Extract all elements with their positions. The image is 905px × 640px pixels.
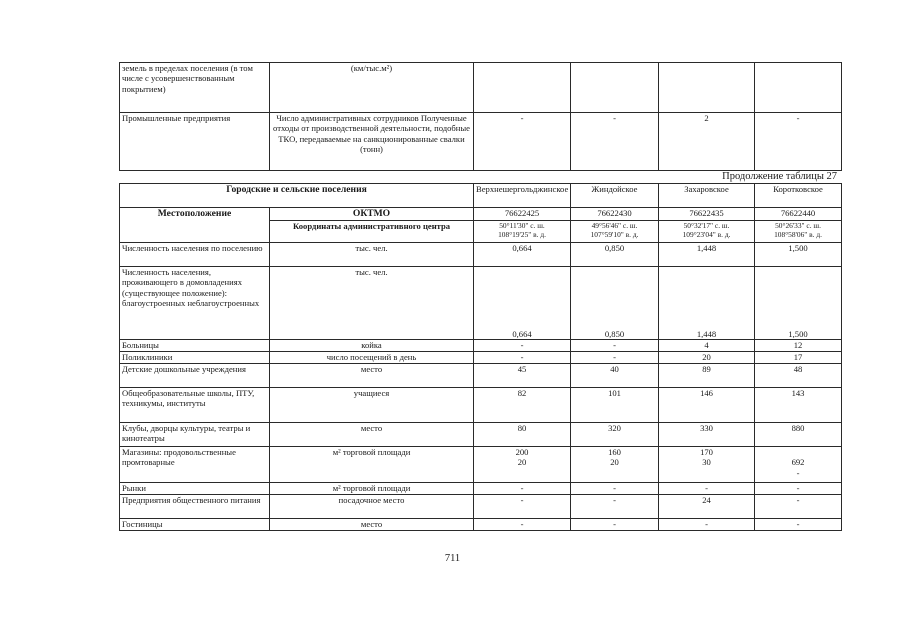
row-value: 143 <box>755 388 842 423</box>
row-value: - <box>571 340 659 352</box>
row-value: 17 <box>755 352 842 364</box>
oktmo-value: 76622435 <box>659 208 755 221</box>
group-header: Городские и сельские поселения <box>120 184 474 208</box>
row-value: - <box>474 340 571 352</box>
coords-header: Координаты административного центра <box>270 221 474 243</box>
row-value: - <box>474 113 571 171</box>
settlement-name: Жиндойское <box>571 184 659 208</box>
row-value <box>474 63 571 113</box>
table-row <box>120 267 842 340</box>
row-unit: число посещений в день <box>270 352 474 364</box>
row-value: 1,448 <box>659 243 755 267</box>
settlement-name: Захаровское <box>659 184 755 208</box>
table-row <box>120 340 842 352</box>
table-row <box>120 388 842 423</box>
row-name: Промышленные предприятия <box>120 113 270 171</box>
row-value <box>659 63 755 113</box>
row-unit: учащиеся <box>270 388 474 423</box>
row-value <box>571 63 659 113</box>
table-row <box>120 519 842 531</box>
header-row <box>120 184 842 208</box>
row-value: 20 <box>659 352 755 364</box>
row-value: - <box>755 483 842 495</box>
table-row <box>120 447 842 483</box>
row-name: Общеобразовательные школы, ПТУ, техникумы, институты <box>120 388 270 423</box>
row-value: - <box>474 495 571 519</box>
row-value: - <box>659 519 755 531</box>
row-name: Рынки <box>120 483 270 495</box>
page-number: 711 <box>444 553 461 564</box>
row-value: 1,500 <box>755 243 842 267</box>
row-name: Клубы, дворцы культуры, театры и кинотеатры <box>120 423 270 447</box>
row-value: 40 <box>571 364 659 388</box>
row-name: Численность населения по поселению <box>120 243 270 267</box>
table-row <box>120 483 842 495</box>
row-name: Поликлиники <box>120 352 270 364</box>
row-value: 12 <box>755 340 842 352</box>
table-row <box>120 495 842 519</box>
row-value: 4 <box>659 340 755 352</box>
table-row <box>120 113 842 171</box>
settlement-name: Коротковское <box>755 184 842 208</box>
row-unit: место <box>270 519 474 531</box>
oktmo-value: 76622440 <box>755 208 842 221</box>
row-value: - <box>755 519 842 531</box>
settlement-name: Верхнешергольджинское <box>474 184 571 208</box>
table-caption: Продолжение таблицы 27 <box>722 171 837 182</box>
row-value: - <box>571 495 659 519</box>
row-value: - <box>755 495 842 519</box>
oktmo-value: 76622430 <box>571 208 659 221</box>
row-unit: место <box>270 423 474 447</box>
row-value: 89 <box>659 364 755 388</box>
row-value: 48 <box>755 364 842 388</box>
row-unit: м² торговой площади <box>270 447 474 483</box>
oktmo-row <box>120 208 842 221</box>
row-value: 0,850 <box>571 243 659 267</box>
row-value: 330 <box>659 423 755 447</box>
row-unit: место <box>270 364 474 388</box>
row-value: 1,448 <box>659 267 755 340</box>
row-value: 170 30 <box>659 447 755 483</box>
oktmo-value: 76622425 <box>474 208 571 221</box>
row-value: 0,850 <box>571 267 659 340</box>
row-unit: (км/тыс.м²) <box>270 63 474 113</box>
row-value: 82 <box>474 388 571 423</box>
row-value: - <box>755 113 842 171</box>
row-value: 160 20 <box>571 447 659 483</box>
row-value: 692 - <box>755 447 842 483</box>
row-value: 320 <box>571 423 659 447</box>
row-value: 0,664 <box>474 267 571 340</box>
row-unit: Число административных сотрудников Полученные отходы от производственной деятельности, подобные ТКО, передаваемые на санкционированные свалки (тонн) <box>270 113 474 171</box>
location-header: Местоположение <box>120 208 270 243</box>
table-row <box>120 243 842 267</box>
row-value: 146 <box>659 388 755 423</box>
oktmo-header: ОКТМО <box>270 208 474 221</box>
row-unit: м² торговой площади <box>270 483 474 495</box>
row-value: 1,500 <box>755 267 842 340</box>
row-value: 2 <box>659 113 755 171</box>
coords-value: 50°11'30" с. ш. 108°19'25" в. д. <box>474 221 571 243</box>
row-value: 101 <box>571 388 659 423</box>
row-name: Детские дошкольные учреждения <box>120 364 270 388</box>
row-value: - <box>571 352 659 364</box>
row-value: - <box>571 483 659 495</box>
table-row <box>120 364 842 388</box>
row-value: 0,664 <box>474 243 571 267</box>
row-name: Предприятия общественного питания <box>120 495 270 519</box>
row-name: Гостиницы <box>120 519 270 531</box>
row-value: - <box>571 519 659 531</box>
coords-value: 49°56'46" с. ш. 107°59'10" в. д. <box>571 221 659 243</box>
previous-table-fragment <box>119 62 842 171</box>
row-value: - <box>474 483 571 495</box>
row-unit: тыс. чел. <box>270 243 474 267</box>
row-name: Магазины: продовольственные промтоварные <box>120 447 270 483</box>
row-value: - <box>571 113 659 171</box>
row-unit: посадочное место <box>270 495 474 519</box>
table-row <box>120 63 842 113</box>
table-row <box>120 352 842 364</box>
row-value: 200 20 <box>474 447 571 483</box>
row-value: 24 <box>659 495 755 519</box>
settlements-table <box>119 183 842 531</box>
row-value: 80 <box>474 423 571 447</box>
table-row <box>120 423 842 447</box>
row-value: 880 <box>755 423 842 447</box>
row-unit: койка <box>270 340 474 352</box>
row-value: - <box>474 352 571 364</box>
row-name: Численность населения, проживающего в домовладениях (существующее положение): благоустроенных неблагоустроенных <box>120 267 270 340</box>
row-value: - <box>474 519 571 531</box>
coords-value: 50°32'17" с. ш. 109°23'04" в. д. <box>659 221 755 243</box>
row-value: 45 <box>474 364 571 388</box>
row-name: земель в пределах поселения (в том числе с усовершенствованным покрытием) <box>120 63 270 113</box>
row-value <box>755 63 842 113</box>
coords-value: 50°26'33" с. ш. 108°58'06" в. д. <box>755 221 842 243</box>
row-value: - <box>659 483 755 495</box>
row-name: Больницы <box>120 340 270 352</box>
row-unit: тыс. чел. <box>270 267 474 340</box>
